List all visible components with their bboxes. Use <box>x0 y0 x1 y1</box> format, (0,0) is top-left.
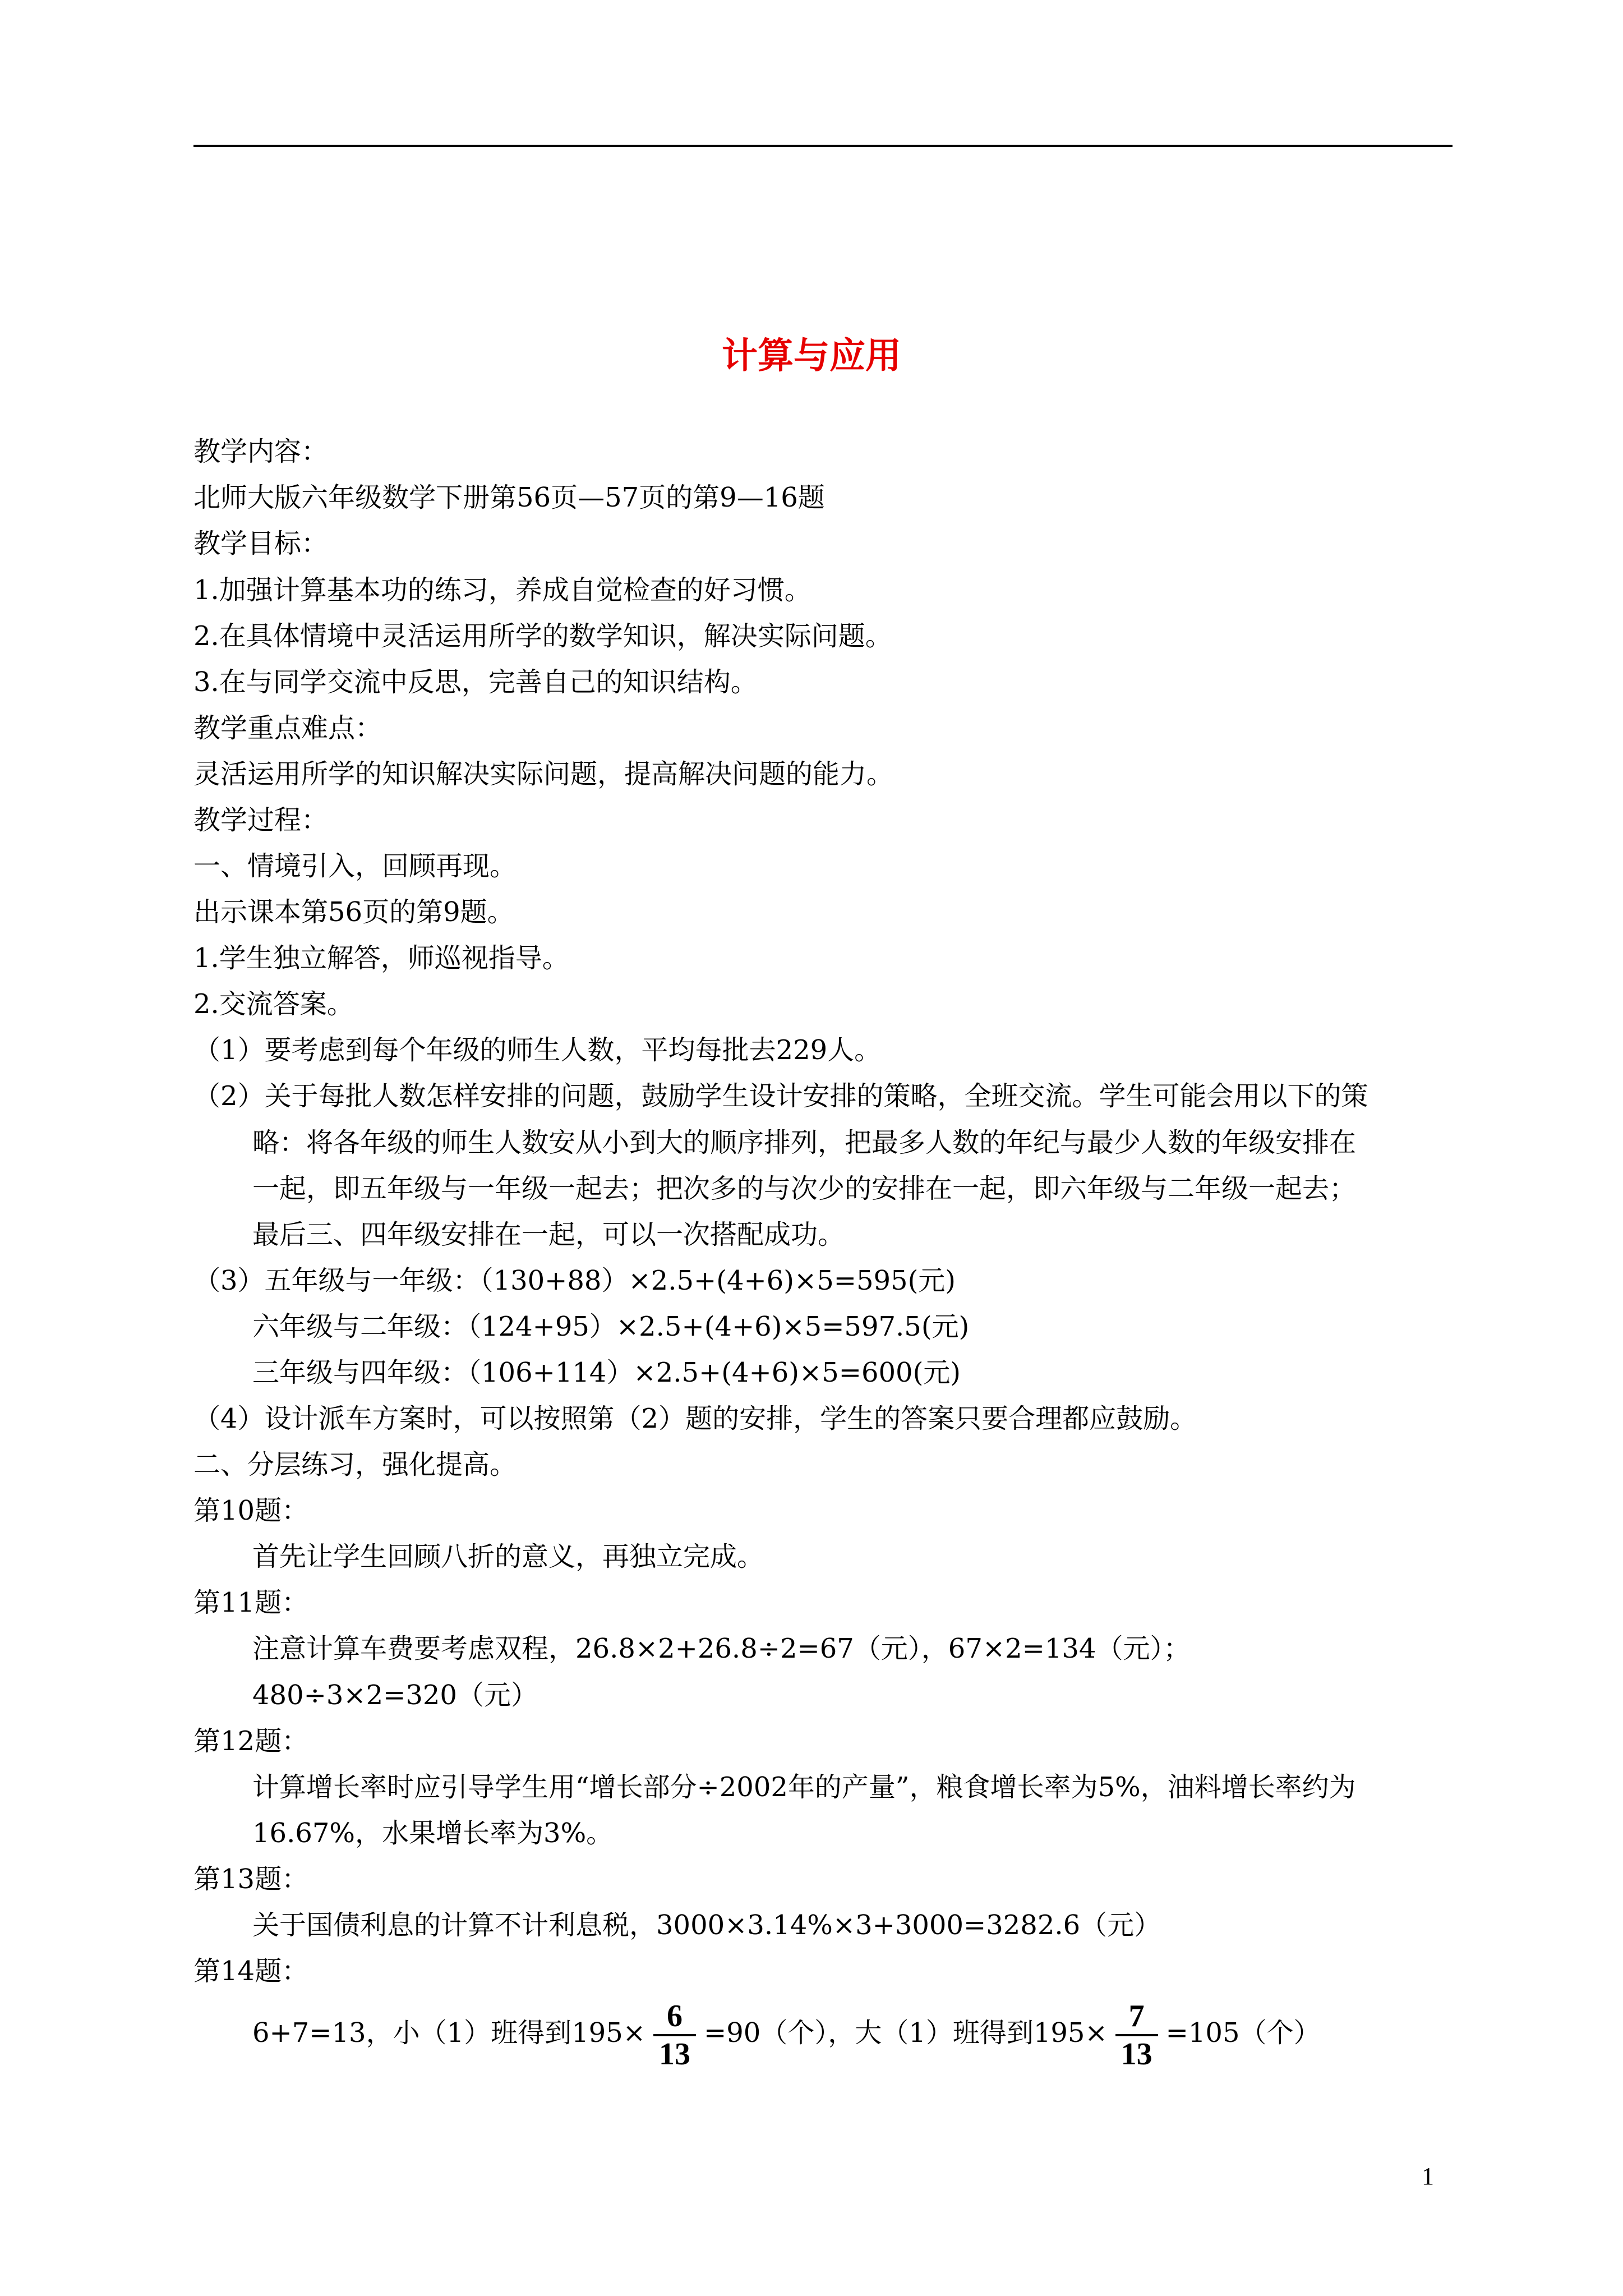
text-line: （4）设计派车方案时，可以按照第（2）题的安排，学生的答案只要合理都应鼓励。 <box>193 1403 1197 1434</box>
fraction <box>653 1998 696 2072</box>
text-line: 略：将各年级的师生人数安从小到大的顺序排列，把最多人数的年纪与最少人数的年级安排在 <box>252 1127 1357 1158</box>
text-line: 2.在具体情境中灵活运用所学的数学知识，解决实际问题。 <box>193 620 892 652</box>
text-line: 三年级与四年级：（106+114）×2.5+(4+6)×5=600(元) <box>252 1357 961 1388</box>
text-line: 首先让学生回顾八折的意义，再独立完成。 <box>252 1541 764 1572</box>
text-line: 一起，即五年级与一年级一起去；把次多的与次少的安排在一起，即六年级与二年级一起去； <box>252 1173 1357 1204</box>
text-line: 灵活运用所学的知识解决实际问题，提高解决问题的能力。 <box>193 758 894 790</box>
text-line: 教学过程： <box>193 804 329 836</box>
text-line: 关于国债利息的计算不计利息税，3000×3.14%×3+3000=3282.6（元） <box>252 1910 1161 1941</box>
page-number: 1 <box>1422 2162 1434 2190</box>
fraction-numerator: 7 <box>1128 1998 1145 2033</box>
text-line: 注意计算车费要考虑双程，26.8×2+26.8÷2=67（元），67×2=134（元）； <box>252 1633 1191 1664</box>
text-line: 1.学生独立解答，师巡视指导。 <box>193 942 569 974</box>
text-line: 第11题： <box>193 1587 309 1618</box>
text-line: 教学重点难点： <box>193 712 382 744</box>
text-line: （1）要考虑到每个年级的师生人数，平均每批去229人。 <box>193 1034 882 1066</box>
text-line: 480÷3×2=320（元） <box>252 1680 538 1711</box>
equation-line-14 <box>252 1990 1321 2076</box>
text-line: 16.67%，水果增长率为3%。 <box>252 1818 614 1849</box>
fraction-numerator: 6 <box>666 1998 683 2033</box>
text-line: 第12题： <box>193 1726 309 1757</box>
text-line: （2）关于每批人数怎样安排的问题，鼓励学生设计安排的策略，全班交流。学生可能会用以下的策 <box>193 1080 1368 1112</box>
equation-text: =90（个），大（1）班得到195× <box>703 2017 1108 2049</box>
text-line: 1.加强计算基本功的练习，养成自觉检查的好习惯。 <box>193 574 811 606</box>
fraction <box>1115 1998 1158 2072</box>
equation-text: 6+7=13，小（1）班得到195× <box>252 2017 645 2049</box>
text-line: 第14题： <box>193 1955 309 1987</box>
text-line: 北师大版六年级数学下册第56页—57页的第9—16题 <box>193 482 825 513</box>
text-line: 二、分层练习，强化提高。 <box>193 1449 517 1480</box>
fraction-denominator: 13 <box>653 2034 696 2072</box>
page-title: 计算与应用 <box>722 335 901 377</box>
text-line: 2.交流答案。 <box>193 988 354 1020</box>
text-line: 一、情境引入，回顾再现。 <box>193 850 517 882</box>
text-line: 教学内容： <box>193 436 329 467</box>
header-rule <box>193 145 1453 147</box>
text-line: 第13题： <box>193 1864 309 1895</box>
text-line: 教学目标： <box>193 528 329 559</box>
fraction-denominator: 13 <box>1115 2034 1158 2072</box>
text-line: 第10题： <box>193 1495 309 1526</box>
text-line: 3.在与同学交流中反思，完善自己的知识结构。 <box>193 666 758 698</box>
equation-text: =105（个） <box>1165 2017 1321 2049</box>
text-line: 出示课本第56页的第9题。 <box>193 896 514 928</box>
text-line: 计算增长率时应引导学生用“增长部分÷2002年的产量”，粮食增长率为5%，油料增长率约为 <box>252 1772 1356 1803</box>
text-line: 六年级与二年级：（124+95）×2.5+(4+6)×5=597.5(元) <box>252 1311 970 1342</box>
text-line: 最后三、四年级安排在一起，可以一次搭配成功。 <box>252 1219 845 1250</box>
text-line: （3）五年级与一年级：（130+88）×2.5+(4+6)×5=595(元) <box>193 1265 956 1296</box>
